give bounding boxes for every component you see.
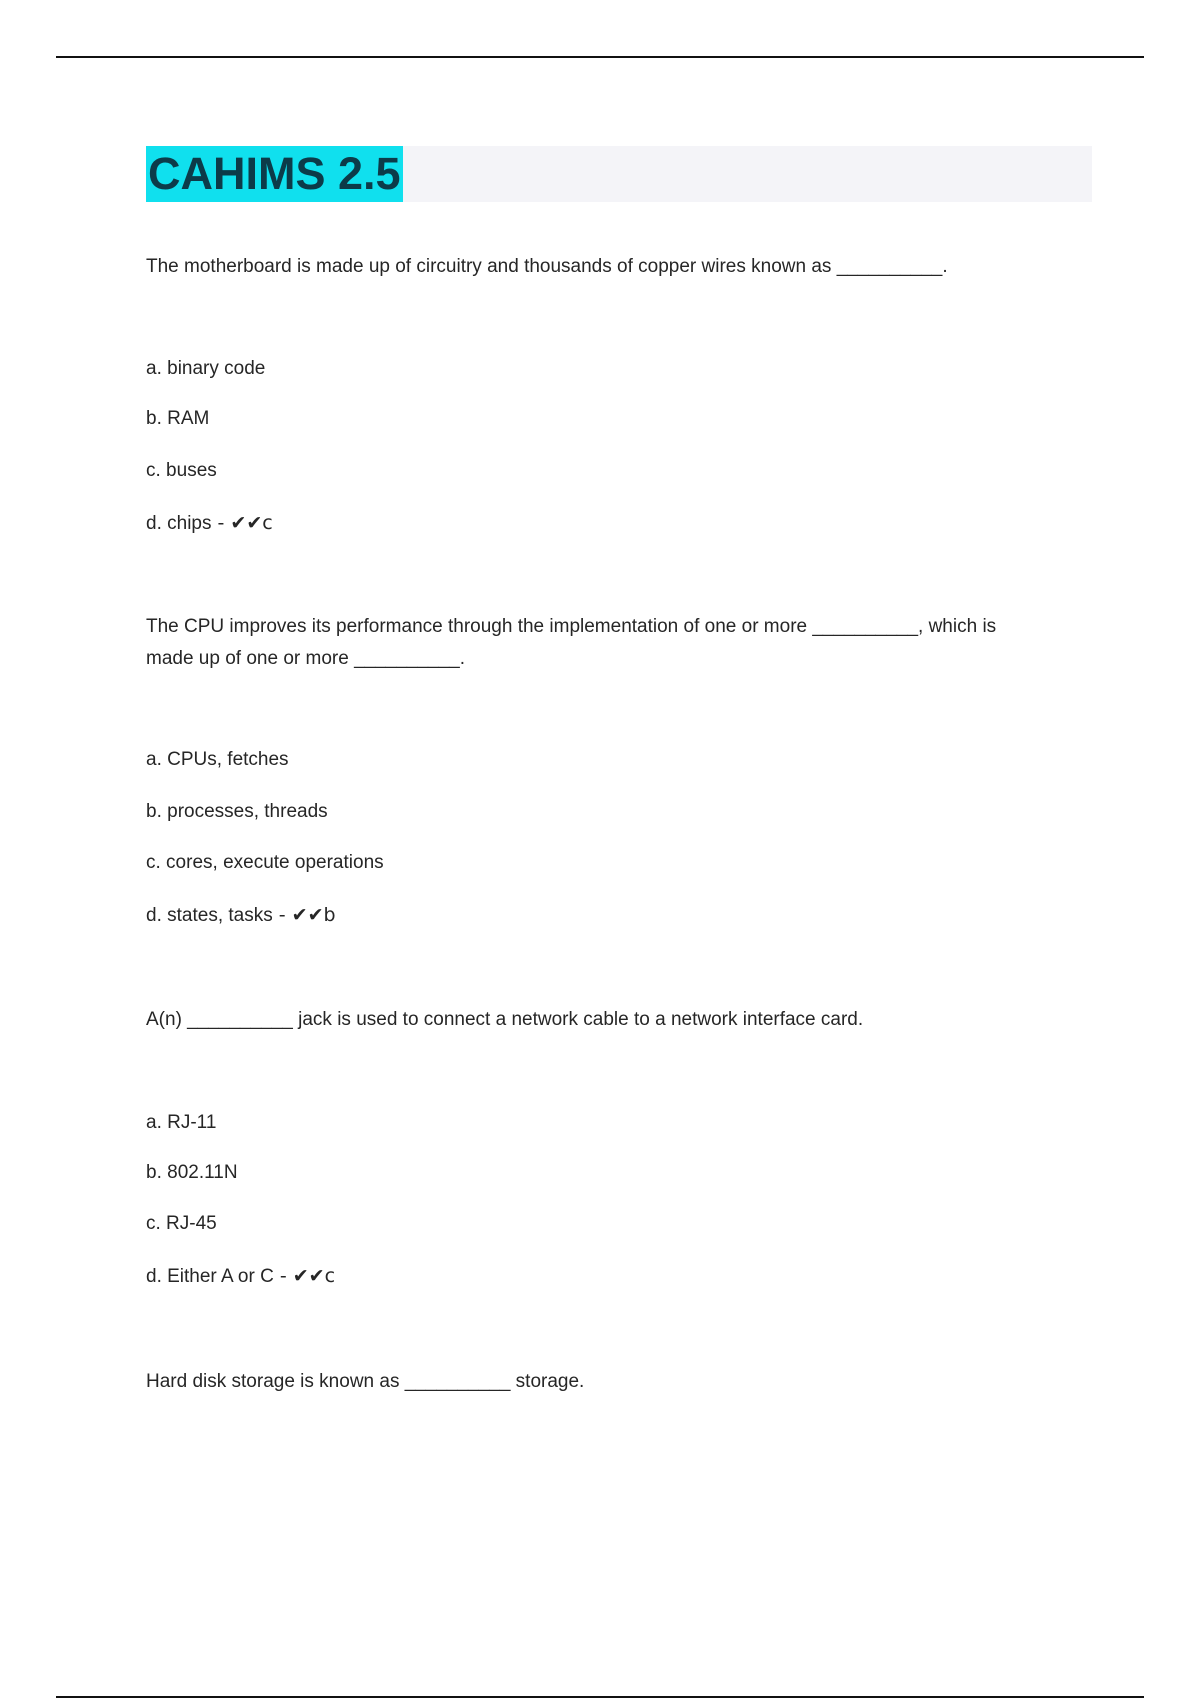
question-3-option-b: b. 802.11N	[146, 1162, 238, 1183]
question-2-option-d	[146, 904, 336, 927]
question-1-option-a: a. binary code	[146, 358, 266, 379]
question-1-option-c: c. buses	[146, 460, 217, 481]
question-3-answer-mark: - ✔✔c	[273, 1265, 336, 1287]
question-2-option-a: a. CPUs, fetches	[146, 749, 289, 770]
question-3-option-c: c. RJ-45	[146, 1213, 217, 1234]
question-2-answer-mark: - ✔✔b	[272, 904, 336, 926]
question-1-option-d	[146, 512, 273, 535]
question-1-prompt: The motherboard is made up of circuitry and thousands of copper wires known as __________.	[146, 256, 948, 277]
question-2-prompt-line-1: The CPU improves its performance through the implementation of one or more __________, which is	[146, 616, 997, 637]
top-rule	[56, 56, 1144, 58]
question-3-option-d	[146, 1265, 335, 1288]
question-3-prompt: A(n) __________ jack is used to connect a network cable to a network interface card.	[146, 1009, 864, 1030]
question-1-answer-mark: - ✔✔c	[211, 512, 273, 534]
question-3-option-a: a. RJ-11	[146, 1112, 217, 1133]
question-1-option-b: b. RAM	[146, 408, 210, 429]
question-2-option-b: b. processes, threads	[146, 801, 328, 822]
question-1-option-d-label: d. chips	[146, 513, 212, 534]
question-3-option-d-label: d. Either A or C	[146, 1266, 274, 1287]
question-2-prompt-line-2: made up of one or more __________.	[146, 648, 466, 669]
question-2-option-c: c. cores, execute operations	[146, 852, 384, 873]
document-title: CAHIMS 2.5	[146, 146, 403, 202]
bottom-rule	[56, 1696, 1144, 1698]
question-2-option-d-label: d. states, tasks	[146, 905, 273, 926]
question-4-prompt: Hard disk storage is known as __________ storage.	[146, 1371, 585, 1392]
